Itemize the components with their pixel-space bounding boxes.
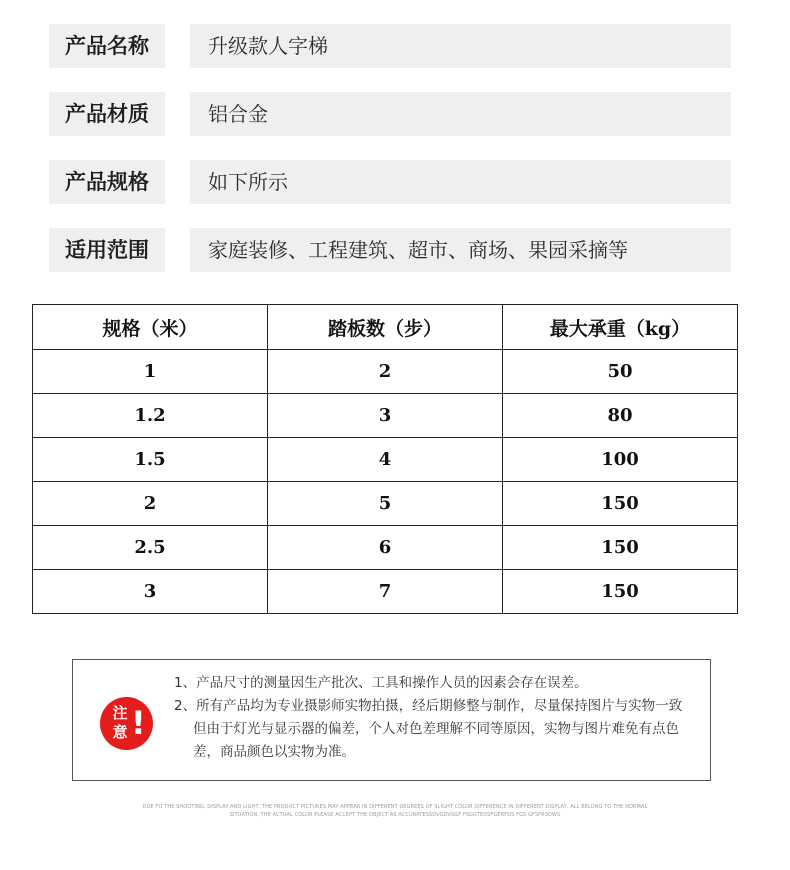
info-label: 产品材质 [49, 92, 165, 136]
cell-load: 150 [503, 570, 738, 614]
notice-box [72, 659, 711, 781]
notice-text [174, 672, 694, 764]
col-header-steps: 踏板数（步） [268, 305, 503, 350]
info-label: 产品规格 [49, 160, 165, 204]
cell-load: 80 [503, 394, 738, 438]
table-row [33, 526, 738, 570]
info-value: 升级款人字梯 [190, 24, 731, 68]
cell-load: 50 [503, 350, 738, 394]
cell-load: 150 [503, 526, 738, 570]
table-header-row [33, 305, 738, 350]
cell-steps: 5 [268, 482, 503, 526]
info-label: 产品名称 [49, 24, 165, 68]
cell-load: 100 [503, 438, 738, 482]
notice-line: 但由于灯光与显示器的偏差，个人对色差理解不同等原因，实物与图片难免有点色 [193, 721, 679, 737]
notice-line: 1、产品尺寸的测量因生产批次、工具和操作人员的因素会存在误差。 [174, 675, 588, 691]
exclamation-icon: ! [131, 704, 146, 742]
cell-length: 1.5 [33, 438, 268, 482]
notice-badge-text: 注意 [112, 704, 128, 741]
table-row [33, 394, 738, 438]
cell-length: 3 [33, 570, 268, 614]
notice-line: 差，商品颜色以实物为准。 [193, 744, 355, 760]
info-value: 家庭装修、工程建筑、超市、商场、果园采摘等 [190, 228, 731, 272]
footer-line: SITUATION, THE ACTUAL COLOR PLEASE ACCEPT THE OBJECT AS ACCURATESSDVGDVSGF FSGGTEDSFGERFDS FGS GFSFRSDWS [229, 812, 561, 818]
table-row [33, 570, 738, 614]
table-row [33, 482, 738, 526]
cell-steps: 6 [268, 526, 503, 570]
cell-steps: 2 [268, 350, 503, 394]
spec-table [32, 304, 738, 614]
footer-disclaimer [120, 803, 670, 819]
cell-steps: 3 [268, 394, 503, 438]
info-value: 铝合金 [190, 92, 731, 136]
cell-load: 150 [503, 482, 738, 526]
cell-length: 2 [33, 482, 268, 526]
col-header-length: 规格（米） [33, 305, 268, 350]
cell-length: 1.2 [33, 394, 268, 438]
cell-steps: 7 [268, 570, 503, 614]
cell-steps: 4 [268, 438, 503, 482]
info-label: 适用范围 [49, 228, 165, 272]
col-header-load: 最大承重（kg） [503, 305, 738, 350]
cell-length: 2.5 [33, 526, 268, 570]
table-row [33, 350, 738, 394]
info-value: 如下所示 [190, 160, 731, 204]
warning-icon [100, 697, 153, 750]
footer-line: DUE TO THE SHOOTING, DISPLAY AND LIGHT, THE PRODUCT PICTURES MAY APPEAR IN DIFFERENT DEGREES OF SLIGHT COLOR DIFFERENCE IN DIFFERENT DISPLAY, ALL BELONG TO THE NORMAL [142, 804, 648, 810]
notice-line: 2、所有产品均为专业摄影师实物拍摄，经后期修整与制作，尽量保持图片与实物一致 [174, 698, 683, 714]
cell-length: 1 [33, 350, 268, 394]
table-row [33, 438, 738, 482]
